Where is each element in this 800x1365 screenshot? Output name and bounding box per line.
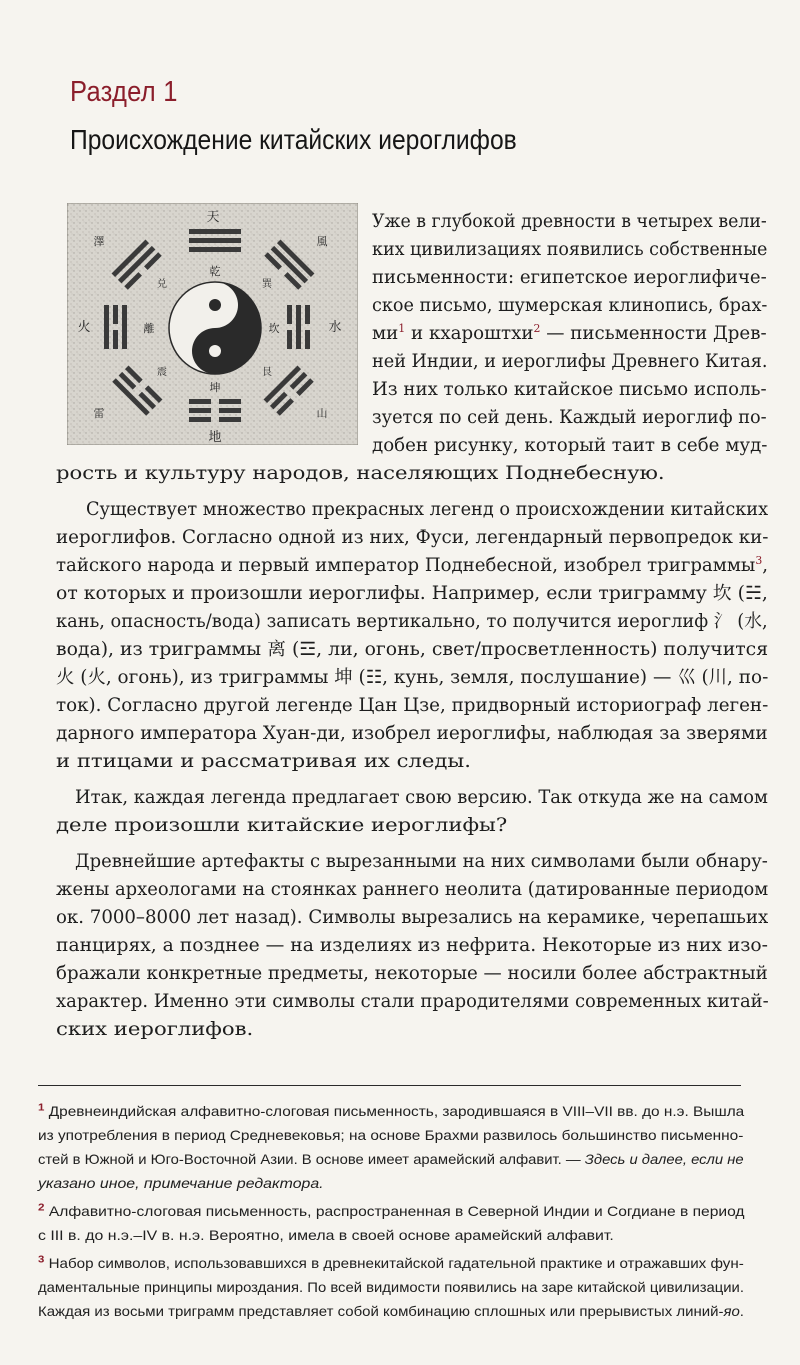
body-line: вода), из триграммы 离 (☲, ли, огонь, свет/просветленность) получится xyxy=(56,639,769,660)
body-line: Уже в глубокой древности в четырех вели- xyxy=(372,211,767,232)
yin-yang-symbol xyxy=(169,282,261,374)
char-bottom: 地 xyxy=(208,430,222,445)
footnote-divider xyxy=(38,1085,741,1086)
footnote-1-line: стей в Южной и Юго-Восточной Азии. В основе имеет арамейский алфавит. — Здесь и далее, если не xyxy=(38,1152,744,1167)
char-right: 水 xyxy=(328,320,342,335)
body-line: Существует множество прекрасных легенд о происхождении китайских xyxy=(86,499,769,520)
char-inner-bottom: 坤 xyxy=(209,381,221,394)
hieroglyph: 川 xyxy=(708,667,728,688)
footnote-1-line: из употребления в период Средневековья; на основе Брахми развилось большинство письменно- xyxy=(38,1128,744,1143)
char-inner-bottomleft: 震 xyxy=(157,367,167,378)
char-outer-bottomleft: 雷 xyxy=(93,407,105,420)
body-line: ских иероглифов. xyxy=(56,1019,254,1040)
hieroglyph: 火 xyxy=(87,667,106,688)
body-line: ок. 7000–8000 лет назад). Символы вырезались на керамике, черепашьих xyxy=(56,907,769,928)
body-line: Из них только китайское письмо исполь- xyxy=(372,379,767,400)
body-line: добен рисунку, который таит в себе муд- xyxy=(372,435,768,456)
char-inner-top: 乾 xyxy=(209,265,221,278)
body-line: от которых и произошли иероглифы. Например, если триграмму 坎 (☵, xyxy=(56,583,768,604)
body-line: и птицами и рассматривая их следы. xyxy=(56,751,471,772)
char-inner-topleft: 兑 xyxy=(157,279,167,290)
char-inner-topright: 巽 xyxy=(262,279,272,290)
char-inner-left: 離 xyxy=(143,322,155,335)
char-outer-topright: 風 xyxy=(316,235,328,248)
body-line: зуется по сей день. Каждый иероглиф по- xyxy=(372,407,767,428)
body-line: 火 (火, огонь), из триграммы 坤 (☷, кунь, земля, послушание) — 巛 (川, по- xyxy=(56,667,769,688)
body-line: бражали конкретные предметы, некоторые — носили более абстрактный xyxy=(56,963,768,984)
char-inner-right: 坎 xyxy=(268,322,280,335)
char-outer-bottomright: 山 xyxy=(316,407,328,420)
body-line: ких цивилизациях появились собственные xyxy=(372,239,768,260)
char-outer-topleft: 澤 xyxy=(93,235,105,248)
footnote-3-line: $^3$ Набор символов, использовавшихся в древнекитайской гадательной практике и отражавших фун- xyxy=(38,1254,744,1271)
hieroglyph: 巛 xyxy=(677,667,696,688)
hieroglyph: 水 xyxy=(744,611,763,632)
hieroglyph: 氵 xyxy=(713,611,732,632)
body-line: тайского народа и первый император Поднебесной, изобрел триграммы$^3$, xyxy=(56,553,769,576)
body-line: панцирях, а позднее — на изделиях из нефрита. Некоторые из них изо- xyxy=(56,935,768,956)
footnote-mark-2: 2 xyxy=(38,1202,45,1214)
footnote-mark-3: 3 xyxy=(38,1254,45,1266)
body-line: ней Индии, и иероглифы Древнего Китая. xyxy=(372,351,768,372)
body-line: письменности: египетское иероглифиче- xyxy=(372,267,767,288)
bagua-illustration xyxy=(67,203,358,445)
body-line: $ми^1$ и кхароштхи$^2$ — письменности Древ- xyxy=(372,321,767,344)
footnote-ref-3[interactable]: 3 xyxy=(755,553,763,567)
footnote-3-line: даментальные принципы мироздания. По всей видимости появились на заре китайской цивилизации. xyxy=(38,1280,744,1295)
hieroglyph: 坤 xyxy=(334,667,353,688)
footnote-ref-1[interactable]: 1 xyxy=(398,321,406,335)
body-line: ток). Согласно другой легенде Цан Цзе, придворный историограф леген- xyxy=(56,695,769,716)
char-inner-bottomright: 艮 xyxy=(262,367,272,378)
body-line: рость и культуру народов, населяющих Поднебесную. xyxy=(56,463,665,484)
footnote-mark-1: 1 xyxy=(38,1102,45,1114)
body-line: иероглифов. Согласно одной из них, Фуси, легендарный первопредок ки- xyxy=(56,527,769,548)
body-line: деле произошли китайские иероглифы? xyxy=(56,815,508,836)
body-line: Итак, каждая легенда предлагает свою версию. Так откуда же на самом xyxy=(75,787,768,808)
hieroglyph: 坎 xyxy=(712,583,732,604)
char-left: 火 xyxy=(77,320,91,335)
body-line: жены археологами на стоянках раннего неолита (датированные периодом xyxy=(56,879,769,900)
body-line: дарного императора Хуан-ди, изобрел иероглифы, наблюдая за зверями xyxy=(56,723,768,744)
hieroglyph: 离 xyxy=(267,639,286,660)
section-title: Происхождение китайских иероглифов xyxy=(70,124,517,155)
footnote-2-line: с III в. до н.э.–IV в. н.э. Вероятно, имела в своей основе арамейский алфавит. xyxy=(38,1228,614,1243)
footnote-3-line: Каждая из восьми триграмм представляет собой комбинацию сплошных или прерывистых линий-яо. xyxy=(38,1304,744,1319)
footnote-1-line: $^1$ Древнеиндийская алфавитно-слоговая письменность, зародившаяся в VIII–VII вв. до н.э. Вышла xyxy=(38,1102,745,1119)
hieroglyph: 火 xyxy=(56,667,75,688)
section-number: Раздел 1 xyxy=(70,76,178,108)
body-line: ское письмо, шумерская клинопись, брах- xyxy=(372,295,768,316)
char-top: 天 xyxy=(206,210,220,225)
body-line: Древнейшие артефакты с вырезанными на них символами были обнару- xyxy=(75,851,768,872)
footnote-1-line: указано иное, примечание редактора. xyxy=(38,1176,324,1191)
footnote-2-line: $^2$ Алфавитно-слоговая письменность, распространенная в Северной Индии и Согдиане в период xyxy=(38,1202,745,1219)
footnote-ref-2[interactable]: 2 xyxy=(533,321,541,335)
body-line: характер. Именно эти символы стали прародителями современных китай- xyxy=(56,991,769,1012)
trigram-top xyxy=(189,229,241,252)
body-line: кань, опасность/вода) записать вертикально, то получится иероглиф 氵 (水, xyxy=(56,611,768,632)
